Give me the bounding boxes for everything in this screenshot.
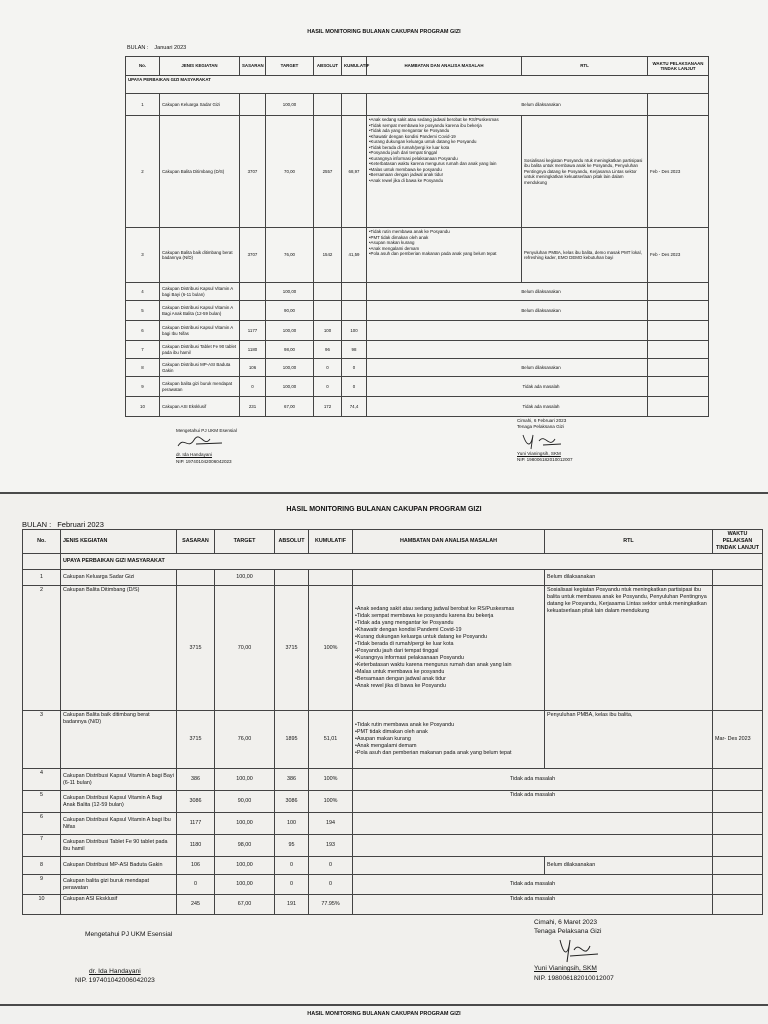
row-absolut [314, 94, 342, 116]
row-no: 8 [23, 857, 61, 875]
row-sasaran [240, 283, 266, 301]
row-no: 5 [23, 791, 61, 813]
col-header-waktu: WAKTU PELAKSAN TINDAK LANJUT [713, 530, 763, 554]
row-note: Tidak ada masalah [353, 895, 713, 915]
row-target: 100,00 [215, 570, 275, 586]
table-row [126, 377, 709, 397]
row-no: 1 [23, 570, 61, 586]
row-kumulatif: 193 [309, 835, 353, 857]
row-problems [353, 586, 545, 711]
row-absolut: 2557 [314, 116, 342, 228]
problem-item: • Anak sedang sakit atau sedang jadwal berobat ke RS/Puskesmas [355, 606, 542, 613]
problem-item: • Posyandu jauh dari tempat tinggal [369, 150, 519, 156]
row-target: 90,00 [215, 791, 275, 813]
row-kumulatif: 41,59 [342, 228, 367, 283]
page-title: HASIL MONITORING BULANAN CAKUPAN PROGRAM GIZI [286, 506, 482, 513]
problem-item: • Bersamaan dengan jadwal anak tidur [369, 172, 519, 178]
row-no: 6 [23, 813, 61, 835]
col-header-jenis: JENIS KEGIATAN [160, 57, 240, 76]
row-jenis: Cakupan Distribusi Kapsul Vitamin A Bagi Anak Balita (12-59 bulan) [160, 301, 240, 321]
row-target: 76,00 [215, 711, 275, 769]
row-kumulatif: 0 [342, 377, 367, 397]
row-sasaran: 3715 [177, 711, 215, 769]
table-row [23, 791, 763, 813]
row-absolut: 96 [314, 341, 342, 359]
row-kumulatif: 74,4 [342, 397, 367, 417]
report-page-january [0, 0, 768, 492]
col-header-target: TARGET [266, 57, 314, 76]
table-row [23, 586, 763, 711]
row-note: Belum dilaksanakan [367, 283, 648, 301]
row-sasaran: 0 [240, 377, 266, 397]
problem-item: • Anak sedang sakit atau sedang jadwal berobat ke RS/Puskesmas [369, 117, 519, 123]
problem-item: • Posyandu jauh dari tempat tinggal [355, 648, 542, 655]
row-jenis: Cakupan Keluarga Sadar Gizi [61, 570, 177, 586]
col-header-target: TARGET [215, 530, 275, 554]
problem-item: • Khawatir dengan kondisi Pandemi Covid-19 [369, 134, 519, 140]
row-no: 2 [23, 586, 61, 711]
problem-item: • Tidak berada di rumah/pergi ke luar kota [355, 641, 542, 648]
row-absolut: 0 [275, 857, 309, 875]
signature-nip: NIP. 197401042006042023 [176, 458, 232, 464]
row-jenis: Cakupan Distribusi Kapsul Vitamin A bagi Bayi (6-11 bulan) [61, 769, 177, 791]
row-note: Tidak ada masalah [353, 769, 713, 791]
signature-place-date: Cimahi, 6 Maret 2023 [534, 919, 598, 926]
header-row [126, 57, 709, 76]
row-kumulatif: 100 [342, 321, 367, 341]
month-label: BULAN : [22, 520, 52, 529]
month-label: BULAN : [127, 45, 149, 51]
section-row [126, 76, 709, 94]
table-row [126, 94, 709, 116]
row-note: Belum dilaksanakan [367, 359, 648, 377]
signature-name: Yuni Vianingsih, SKM [517, 450, 561, 456]
row-note: Belum dilaksanakan [545, 857, 713, 875]
row-absolut: 95 [275, 835, 309, 857]
row-jenis: Cakupan Distribusi MP-ASI Baduta Gakin [61, 857, 177, 875]
row-absolut: 3086 [275, 791, 309, 813]
problem-item: • Kurangnya informasi pelaksanaan Posyandu [369, 156, 519, 162]
row-problems [353, 711, 545, 769]
problem-item: • Tidak sempat membawa ke posyandu karena ibu bekerja [355, 613, 542, 620]
col-header-waktu: WAKTU PELAKSANAAN TINDAK LANJUT [648, 57, 709, 76]
row-no: 10 [23, 895, 61, 915]
row-sasaran: 1177 [177, 813, 215, 835]
signature-name: dr. Ida Handayani [176, 452, 213, 458]
row-target: 100,00 [266, 359, 314, 377]
row-absolut: 172 [314, 397, 342, 417]
report-page-february [0, 494, 768, 1004]
row-no: 7 [23, 835, 61, 857]
signature-nip: NIP. 198006182010012007 [517, 457, 573, 463]
row-waktu: Mar- Des 2023 [713, 711, 763, 769]
row-no: 7 [126, 341, 160, 359]
month-value: Februari 2023 [57, 520, 104, 529]
row-no: 6 [126, 321, 160, 341]
row-jenis: Cakupan Distribusi Tablet Fe 90 tablet pada ibu hamil [61, 835, 177, 857]
row-target: 100,00 [215, 769, 275, 791]
col-header-no: No. [23, 530, 61, 554]
signature-left [75, 930, 172, 986]
row-kumulatif [309, 570, 353, 586]
problem-list [369, 117, 519, 183]
row-rtl: Sosialisasi kegiatan Posyandu ntuk meningkatkan partisipasi ibu balita untuk membawa anak ke Posyandu, Penyuluhan Pentingnya datang ke Posyandu, Kerjasama Lintas sektor untuk meningkatkan kekuatserlaan pitak lain dalam mendukung [522, 116, 648, 228]
row-absolut [314, 301, 342, 321]
row-jenis: Cakupan balita gizi buruk mendapat perawatan [160, 377, 240, 397]
row-sasaran: 3086 [177, 791, 215, 813]
row-sasaran [177, 570, 215, 586]
problem-item: • Kurangnya informasi pelaksanaan Posyandu [355, 655, 542, 662]
row-rtl: Penyuluhan PMBA, kelas ibu balita, [545, 711, 713, 769]
row-no: 4 [23, 769, 61, 791]
col-header-no: No. [126, 57, 160, 76]
table-row [126, 283, 709, 301]
signature-right [534, 918, 614, 983]
row-sasaran: 386 [177, 769, 215, 791]
signature-heading: Mengetahui PJ UKM Esensial [176, 428, 237, 433]
row-sasaran: 106 [240, 359, 266, 377]
signature-left [176, 428, 237, 465]
row-sasaran [240, 94, 266, 116]
row-absolut: 0 [314, 359, 342, 377]
row-jenis: Cakupan Balita baik ditimbang berat badannya (N/D) [160, 228, 240, 283]
table-row [23, 769, 763, 791]
col-header-absolut: ABSOLUT [314, 57, 342, 76]
signature-scribble-icon [517, 431, 565, 451]
row-sasaran [240, 301, 266, 321]
row-sasaran: 3715 [177, 586, 215, 711]
row-no: 4 [126, 283, 160, 301]
row-target: 100,00 [215, 875, 275, 895]
table-row [23, 835, 763, 857]
col-header-sasaran: SASARAN [177, 530, 215, 554]
row-kumulatif: 51,01 [309, 711, 353, 769]
row-no: 1 [126, 94, 160, 116]
row-absolut [314, 283, 342, 301]
row-target: 100,00 [215, 813, 275, 835]
row-jenis: Cakupan Balita Ditimbang (D/S) [160, 116, 240, 228]
page-title: HASIL MONITORING BULANAN CAKUPAN PROGRAM GIZI [307, 29, 461, 35]
problem-item: • Tidak rutin membawa anak ke Posyandu [355, 722, 542, 729]
col-header-hambatan: HAMBATAN DAN ANALISA MASALAH [353, 530, 545, 554]
row-kumulatif [342, 301, 367, 321]
row-jenis: Cakupan ASI Eksklusif [160, 397, 240, 417]
row-absolut: 386 [275, 769, 309, 791]
signature-scribble-icon [75, 939, 155, 967]
problem-item: • Pola asuh dan pemberian makanan pada anak yang belum tepat [369, 251, 519, 257]
row-kumulatif: 0 [309, 857, 353, 875]
section-row [23, 554, 763, 570]
section-label: UPAYA PERBAIKAN GIZI MASYARAKAT [126, 76, 709, 94]
row-note: Tidak ada masalah [367, 377, 648, 397]
col-header-jenis: JENIS KEGIATAN [61, 530, 177, 554]
row-jenis: Cakupan Balita baik ditimbang berat badannya (N/D) [61, 711, 177, 769]
problem-item: • Asupan makan kurang [355, 736, 542, 743]
row-kumulatif: 68,97 [342, 116, 367, 228]
signature-place-date: Cimahi, 6 Februari 2023 [517, 418, 567, 423]
row-target: 67,00 [266, 397, 314, 417]
row-jenis: Cakupan Keluarga Sadar Gizi [160, 94, 240, 116]
signature-scribble-icon [176, 434, 226, 452]
row-target: 70,00 [215, 586, 275, 711]
row-kumulatif: 0 [342, 359, 367, 377]
table-row [126, 359, 709, 377]
row-waktu: Feb - Des 2023 [648, 116, 709, 228]
row-target: 100,00 [266, 94, 314, 116]
problem-item: • Tidak sempat membawa ke posyandu karena ibu bekerja [369, 123, 519, 129]
row-kumulatif: 100% [309, 791, 353, 813]
row-absolut: 0 [275, 875, 309, 895]
row-note: Tidak ada masalah [367, 397, 648, 417]
col-header-sasaran: SASARAN [240, 57, 266, 76]
row-sasaran: 3707 [240, 116, 266, 228]
row-note [353, 835, 713, 857]
row-jenis: Cakupan Distribusi Tablet Fe 90 tablet pada ibu hamil [160, 341, 240, 359]
problem-list [355, 606, 542, 690]
col-header-rtl: RTL [522, 57, 648, 76]
month-line [127, 45, 186, 51]
table-row [126, 321, 709, 341]
row-rtl: Penyuluhan PMBA, kelas ibu balita, demo masak PMT lokal, refreshing kader, EMO DEMO kebutuhan bayi [522, 228, 648, 283]
problem-item: • Keterbatasan waktu karena mengurus rumah dan anak yang lain [355, 662, 542, 669]
row-jenis: Cakupan Distribusi MP-ASI Baduta Gakin [160, 359, 240, 377]
row-no: 3 [126, 228, 160, 283]
row-waktu [713, 586, 763, 711]
row-no: 8 [126, 359, 160, 377]
problem-item: • Kurang dukungan keluarga untuk datang ke Posyandu [355, 634, 542, 641]
table-row [23, 875, 763, 895]
signature-nip: NIP. 197401042006042023 [75, 977, 155, 985]
problem-item: • Asupan makan kurang [369, 240, 519, 246]
table-row [23, 711, 763, 769]
table-row [126, 397, 709, 417]
row-absolut: 3715 [275, 586, 309, 711]
row-rtl: Sosialisasi kegiatan Posyandu ntuk meningkatkan partisipasi ibu balita untuk membawa anak ke Posyandu, Penyuluhan Pentingnya datang ke Posyandu, Kerjasama Lintas sektor untuk meningkatkan kekuatserlaan pitak lain dalam mendukung [545, 586, 713, 711]
row-target: 98,00 [266, 341, 314, 359]
row-waktu: Feb - Des 2023 [648, 228, 709, 283]
table-row [23, 857, 763, 875]
row-problems [367, 228, 522, 283]
problem-item: • Malas untuk membawa ke posyandu [355, 669, 542, 676]
row-jenis: Cakupan Distribusi Kapsul Vitamin A bagi Ibu Nifas [160, 321, 240, 341]
problem-item: • Anak rewel jika di bawa ke Posyandu [355, 683, 542, 690]
row-kumulatif [342, 283, 367, 301]
row-kumulatif: 77.95% [309, 895, 353, 915]
signature-name: dr. Ida Handayani [89, 968, 141, 976]
problem-item: • PMT tidak dimakan oleh anak [369, 235, 519, 241]
row-kumulatif: 98 [342, 341, 367, 359]
row-target: 67,00 [215, 895, 275, 915]
problem-item: • Tidak rutin membawa anak ke Posyandu [369, 229, 519, 235]
row-sasaran: 0 [177, 875, 215, 895]
col-header-rtl: RTL [545, 530, 713, 554]
row-no: 3 [23, 711, 61, 769]
row-note: Belum dilaksanakan [367, 301, 648, 321]
col-header-absolut: ABSOLUT [275, 530, 309, 554]
row-jenis: Cakupan Distribusi Kapsul Vitamin A bagi Ibu Nifas [61, 813, 177, 835]
problem-item: • Anak mengalami demam [369, 246, 519, 252]
row-jenis: Cakupan balita gizi buruk mendapat perawatan [61, 875, 177, 895]
signature-nip: NIP. 198006182010012007 [534, 974, 614, 982]
signature-right [517, 418, 573, 464]
row-absolut: 1542 [314, 228, 342, 283]
problem-item: • Anak rewel jika di bawa ke Posyandu [369, 178, 519, 184]
signature-name: Yuni Vianingsih, SKM [534, 965, 597, 973]
report-page-partial [0, 1006, 768, 1024]
coverage-table [125, 56, 709, 417]
row-kumulatif: 194 [309, 813, 353, 835]
row-sasaran: 1180 [240, 341, 266, 359]
row-sasaran: 3707 [240, 228, 266, 283]
problem-list [369, 229, 519, 257]
page-title: HASIL MONITORING BULANAN CAKUPAN PROGRAM GIZI [307, 1011, 461, 1017]
signature-scribble-icon [534, 936, 604, 964]
row-note: Tidak ada masalah [353, 875, 713, 895]
row-note [367, 321, 648, 341]
row-target: 100,00 [266, 283, 314, 301]
signature-heading: Tenaga Pelaksana Gizi [517, 424, 564, 430]
row-jenis: Cakupan Distribusi Kapsul Vitamin A Bagi Anak Balita (12-59 bulan) [61, 791, 177, 813]
row-sasaran: 245 [177, 895, 215, 915]
row-jenis: Cakupan Distribusi Kapsul Vitamin A bagi Bayi (6-11 bulan) [160, 283, 240, 301]
problem-item: • Malas untuk membawa ke posyandu [369, 167, 519, 173]
problem-item: • Pola asuh dan pemberian makanan pada anak yang belum tepat [355, 750, 542, 757]
problem-list [355, 722, 542, 757]
col-header-kumulatif: KUMULATIF [342, 57, 367, 76]
row-no: 5 [126, 301, 160, 321]
row-target: 76,00 [266, 228, 314, 283]
row-target: 70,00 [266, 116, 314, 228]
row-kumulatif: 100% [309, 586, 353, 711]
problem-item: • Khawatir dengan kondisi Pandemi Covid-19 [355, 627, 542, 634]
table-row [126, 341, 709, 359]
row-note [353, 813, 713, 835]
problem-item: • PMT tidak dimakan oleh anak [355, 729, 542, 736]
table-row [23, 813, 763, 835]
problem-item: • Tidak ada yang mengantar ke Posyandu [369, 128, 519, 134]
row-jenis: Cakupan Balita Ditimbang (D/S) [61, 586, 177, 711]
row-target: 98,00 [215, 835, 275, 857]
row-problems [367, 116, 522, 228]
signature-heading: Mengetahui PJ UKM Esensial [85, 931, 173, 938]
row-no: 2 [126, 116, 160, 228]
row-target: 100,00 [266, 377, 314, 397]
table-row [126, 301, 709, 321]
row-absolut: 100 [314, 321, 342, 341]
row-sasaran: 1177 [240, 321, 266, 341]
month-value: Januari 2023 [154, 45, 187, 51]
signature-heading: Tenaga Pelaksana Gizi [534, 928, 602, 936]
problem-item: • Kurang dukungan keluarga untuk datang ke Posyandu [369, 139, 519, 145]
header-row [23, 530, 763, 554]
row-note: Belum dilaksanakan [545, 570, 713, 586]
problem-item: • Keterbatasan waktu karena mengurus rumah dan anak yang lain [369, 161, 519, 167]
row-sasaran: 1180 [177, 835, 215, 857]
row-no: 10 [126, 397, 160, 417]
col-header-hambatan: HAMBATAN DAN ANALISA MASALAH [367, 57, 522, 76]
col-header-kumulatif: KUMULATIF [309, 530, 353, 554]
row-note: Tidak ada masalah [353, 791, 713, 813]
month-line [22, 520, 104, 529]
section-label: UPAYA PERBAIKAN GIZI MASYARAKAT [61, 554, 763, 570]
row-target: 100,00 [215, 857, 275, 875]
row-absolut: 100 [275, 813, 309, 835]
row-kumulatif: 0 [309, 875, 353, 895]
table-row [23, 570, 763, 586]
row-note: Belum dilaksanakan [367, 94, 648, 116]
row-absolut: 191 [275, 895, 309, 915]
row-target: 90,00 [266, 301, 314, 321]
row-jenis: Cakupan ASI Eksklusif [61, 895, 177, 915]
problem-item: • Tidak ada yang mengantar ke Posyandu [355, 620, 542, 627]
row-no: 9 [126, 377, 160, 397]
problem-item: • Bersamaan dengan jadwal anak tidur [355, 676, 542, 683]
problem-item: • Tidak berada di rumah/pergi ke luar kota [369, 145, 519, 151]
table-row [126, 116, 709, 228]
row-no: 9 [23, 875, 61, 895]
row-target: 100,00 [266, 321, 314, 341]
problem-item: • Anak mengalami demam [355, 743, 542, 750]
row-absolut: 1895 [275, 711, 309, 769]
row-kumulatif [342, 94, 367, 116]
row-sasaran: 231 [240, 397, 266, 417]
row-absolut: 0 [314, 377, 342, 397]
table-row [23, 895, 763, 915]
row-absolut [275, 570, 309, 586]
row-kumulatif: 100% [309, 769, 353, 791]
table-row [126, 228, 709, 283]
coverage-table [22, 529, 763, 915]
row-note [367, 341, 648, 359]
row-sasaran: 106 [177, 857, 215, 875]
